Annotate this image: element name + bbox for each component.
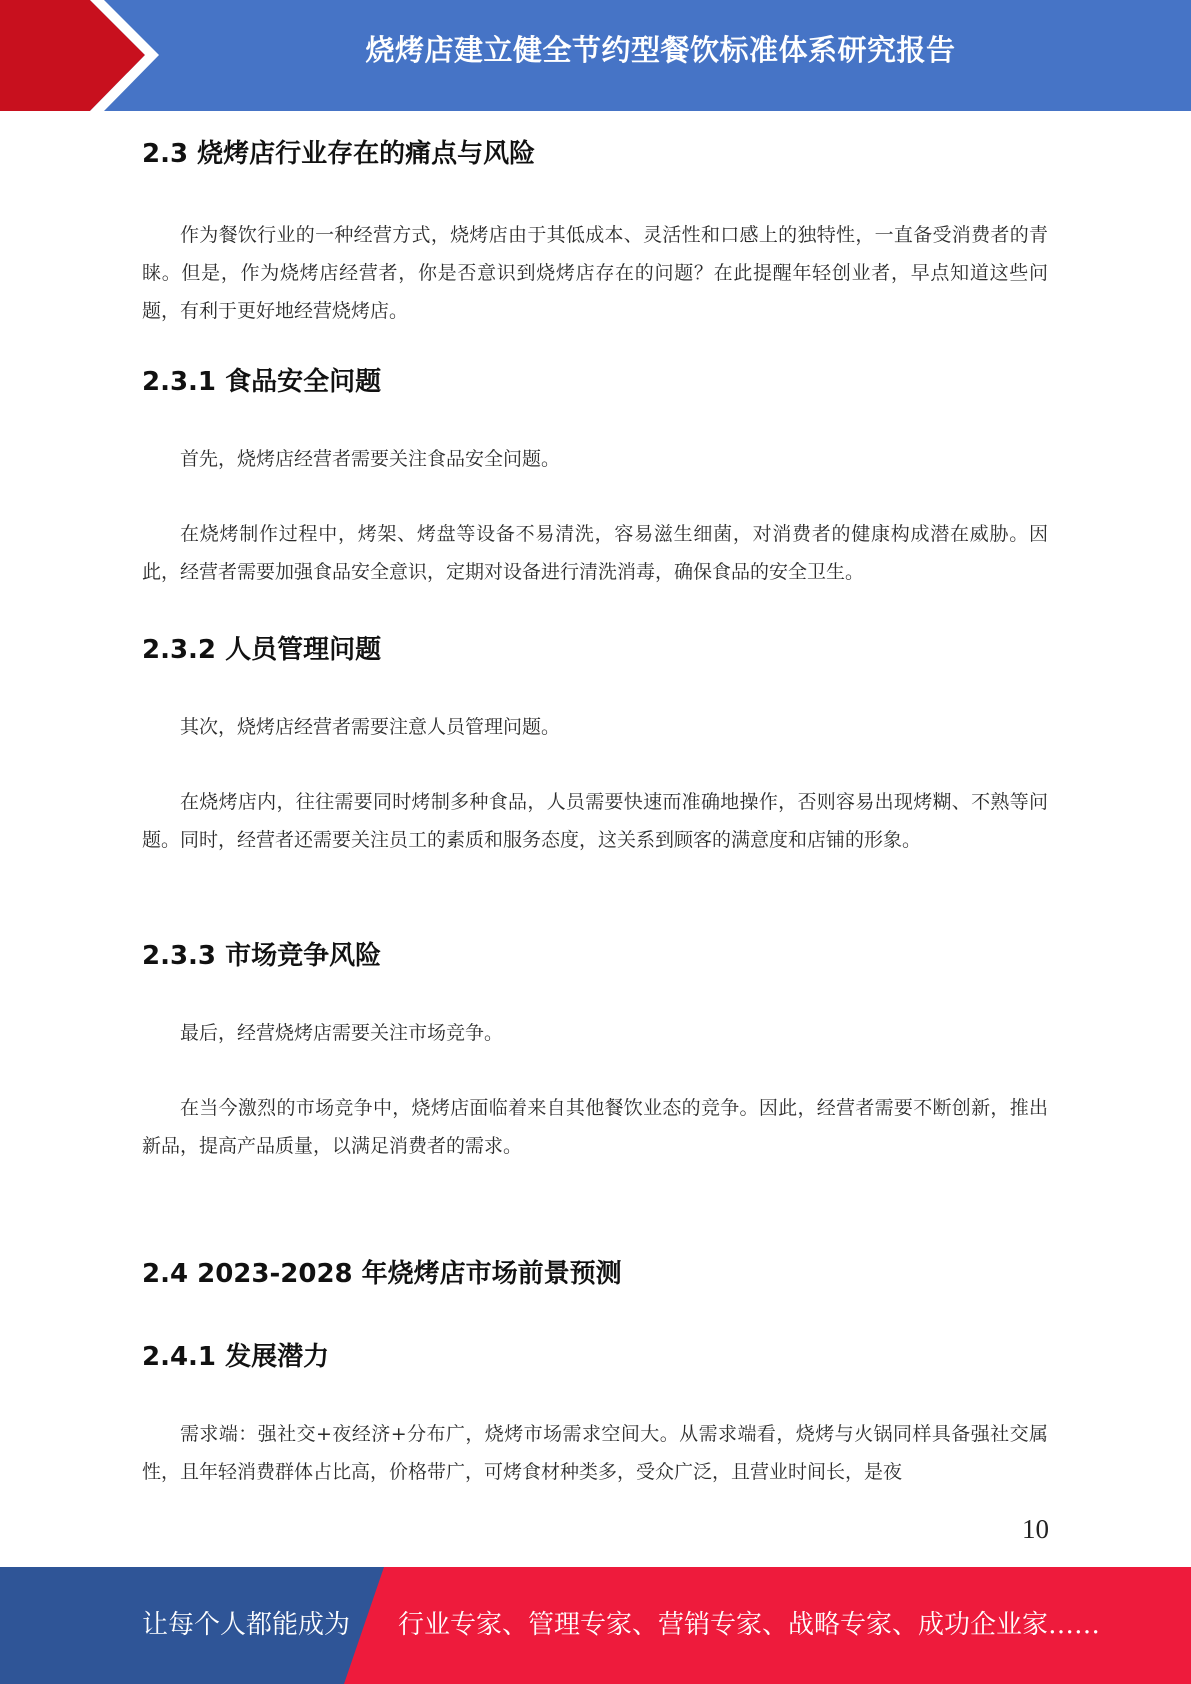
section-heading-2-3-1: 2.3.1 食品安全问题 xyxy=(142,367,382,397)
paragraph-food-safety-lead: 首先，烧烤店经营者需要关注食品安全问题。 xyxy=(180,448,561,470)
section-heading-2-3: 2.3 烧烤店行业存在的痛点与风险 xyxy=(142,139,536,169)
paragraph-staff-lead: 其次，烧烤店经营者需要注意人员管理问题。 xyxy=(180,716,561,738)
section-heading-2-4: 2.4 2023-2028 年烧烤店市场前景预测 xyxy=(142,1259,622,1289)
paragraph-intro: 作为餐饮行业的一种经营方式，烧烤店由于其低成本、灵活性和口感上的独特性，一直备受消费者的青睐。但是，作为烧烤店经营者，你是否意识到烧烤店存在的问题？在此提醒年轻创业者，早点知道这些问题，有利于更好地经营烧烤店。 xyxy=(142,224,1048,322)
page-number: 10 xyxy=(1022,1514,1049,1544)
footer-slogan-right: 行业专家、管理专家、营销专家、战略专家、成功企业家…… xyxy=(398,1610,1101,1640)
footer-banner xyxy=(0,1567,1191,1684)
paragraph-competition-body: 在当今激烈的市场竞争中，烧烤店面临着来自其他餐饮业态的竞争。因此，经营者需要不断创新，推出新品，提高产品质量，以满足消费者的需求。 xyxy=(142,1097,1048,1157)
section-heading-2-3-2: 2.3.2 人员管理问题 xyxy=(142,635,382,665)
paragraph-demand: 需求端：强社交+夜经济+分布广，烧烤市场需求空间大。从需求端看，烧烤与火锅同样具备强社交属性，且年轻消费群体占比高，价格带广，可烤食材种类多，受众广泛，且营业时间长，是夜 xyxy=(142,1423,1048,1483)
section-heading-2-4-1: 2.4.1 发展潜力 xyxy=(142,1342,330,1372)
footer-slogan-left: 让每个人都能成为 xyxy=(142,1610,351,1640)
paragraph-staff-body: 在烧烤店内，往往需要同时烤制多种食品，人员需要快速而准确地操作，否则容易出现烤糊、不熟等问题。同时，经营者还需要关注员工的素质和服务态度，这关系到顾客的满意度和店铺的形象。 xyxy=(142,791,1048,851)
paragraph-competition-lead: 最后，经营烧烤店需要关注市场竞争。 xyxy=(180,1022,504,1044)
section-heading-2-3-3: 2.3.3 市场竞争风险 xyxy=(142,941,382,971)
paragraph-food-safety-body: 在烧烤制作过程中，烤架、烤盘等设备不易清洗，容易滋生细菌，对消费者的健康构成潜在威胁。因此，经营者需要加强食品安全意识，定期对设备进行清洗消毒，确保食品的安全卫生。 xyxy=(142,523,1048,583)
report-title: 烧烤店建立健全节约型餐饮标准体系研究报告 xyxy=(365,33,956,67)
